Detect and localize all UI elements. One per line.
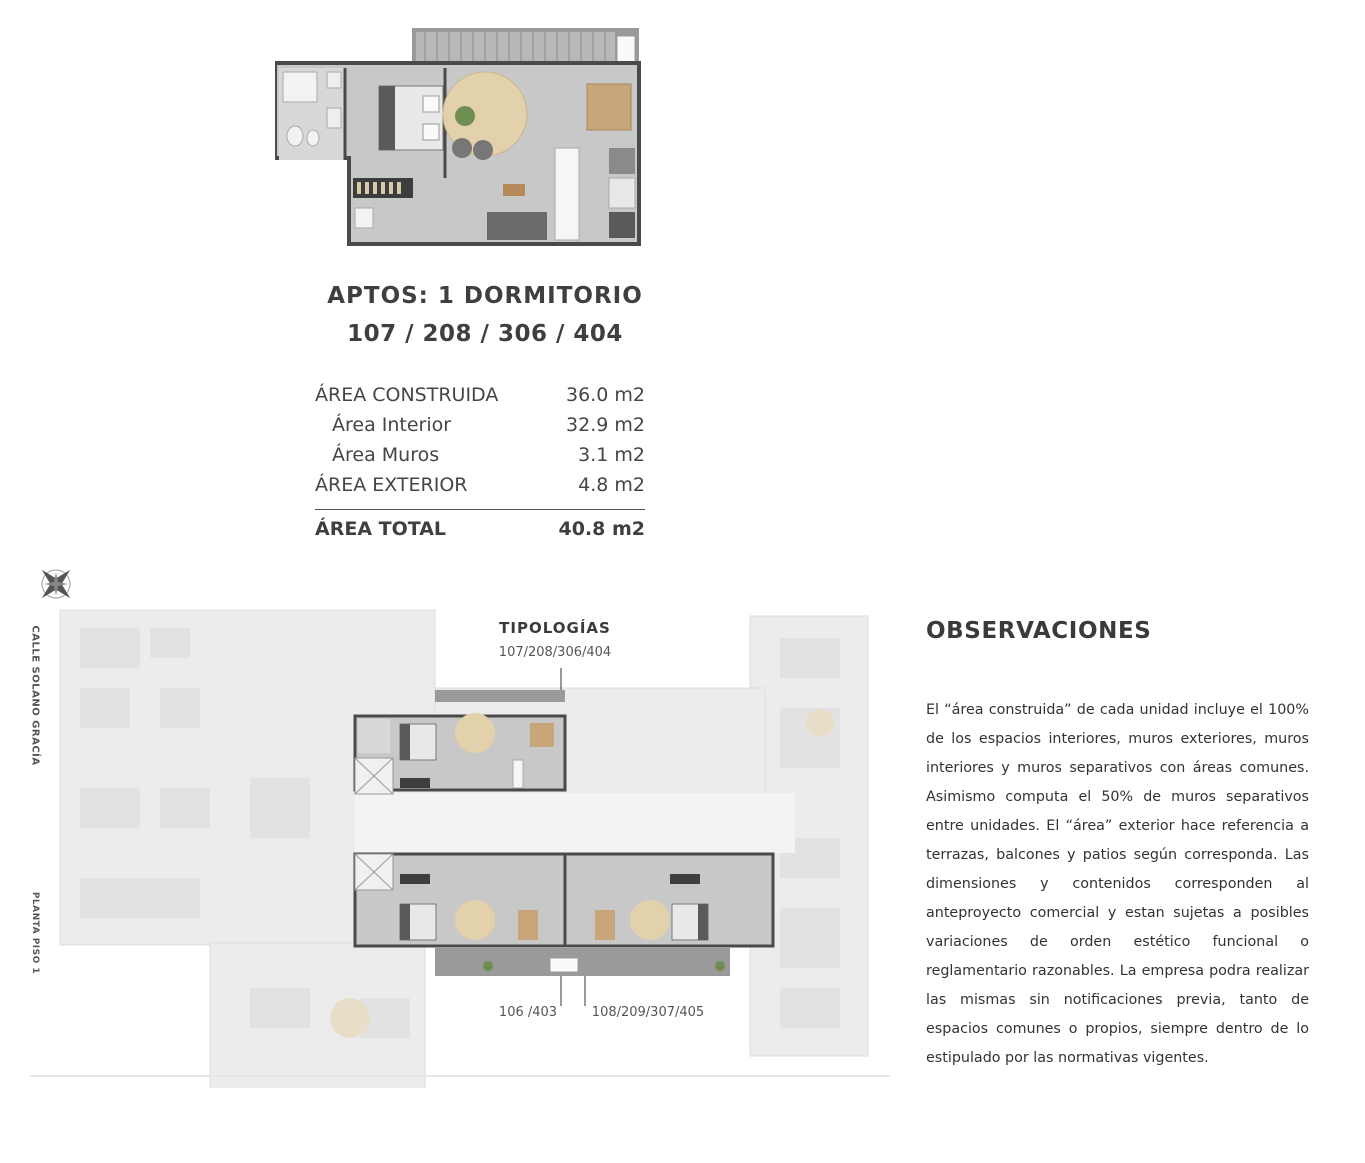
unit-floor-plan [275, 28, 647, 246]
area-value: 32.9 m2 [566, 414, 645, 436]
floor-label: PLANTA PISO 1 [30, 891, 40, 975]
tipologias-bottom-left-code: 106 /403 [498, 1005, 558, 1020]
area-label: Área Muros [332, 444, 440, 466]
bottom-divider [30, 1075, 890, 1077]
observaciones-title: OBSERVACIONES [926, 618, 1152, 644]
compass-rose-icon [28, 556, 85, 613]
area-row-exterior [315, 470, 645, 500]
building-floor-plan [20, 548, 900, 1088]
area-total-label: ÁREA TOTAL [315, 518, 447, 540]
observaciones-text: El “área construida” de cada unidad incluye el 100% de los espacios interiores, muros exteriores, muros interiores y muros separativos con áreas comunes. Asimismo computa el 50% de muros separativos entre unidades. El “área” exterior hace referencia a terrazas, balcones y patios según corresponda. Las dimensiones y contenidos corresponden al anteproyecto comercial y estan sujetas a posibles variaciones de orden estético funcional o reglamentario razonables. La empresa podra realizar las mismas sin notificaciones previa, tanto de espacios comunes o propios, siempre dentro de lo estipulado por las normativas vigentes. [926, 702, 1309, 1066]
unit-title: APTOS: 1 DORMITORIO [327, 283, 643, 309]
area-label: ÁREA CONSTRUIDA [315, 384, 499, 406]
area-value: 36.0 m2 [566, 384, 645, 406]
tipologias-title: TIPOLOGÍAS [499, 619, 611, 637]
area-row-total [315, 510, 645, 546]
tipologias-bottom-right-code: 108/209/307/405 [591, 1005, 705, 1020]
area-label: Área Interior [332, 414, 452, 436]
street-label: CALLE SOLANO GRACÍA [29, 625, 41, 766]
area-row-muros [315, 440, 645, 470]
tipologias-top-code: 107/208/306/404 [498, 645, 612, 660]
area-table [315, 380, 645, 546]
area-row-interior [315, 410, 645, 440]
area-total-value: 40.8 m2 [558, 518, 645, 540]
area-row-construida [315, 380, 645, 410]
area-label: ÁREA EXTERIOR [315, 474, 468, 496]
area-value: 4.8 m2 [578, 474, 645, 496]
unit-numbers: 107 / 208 / 306 / 404 [347, 321, 623, 347]
area-value: 3.1 m2 [578, 444, 645, 466]
